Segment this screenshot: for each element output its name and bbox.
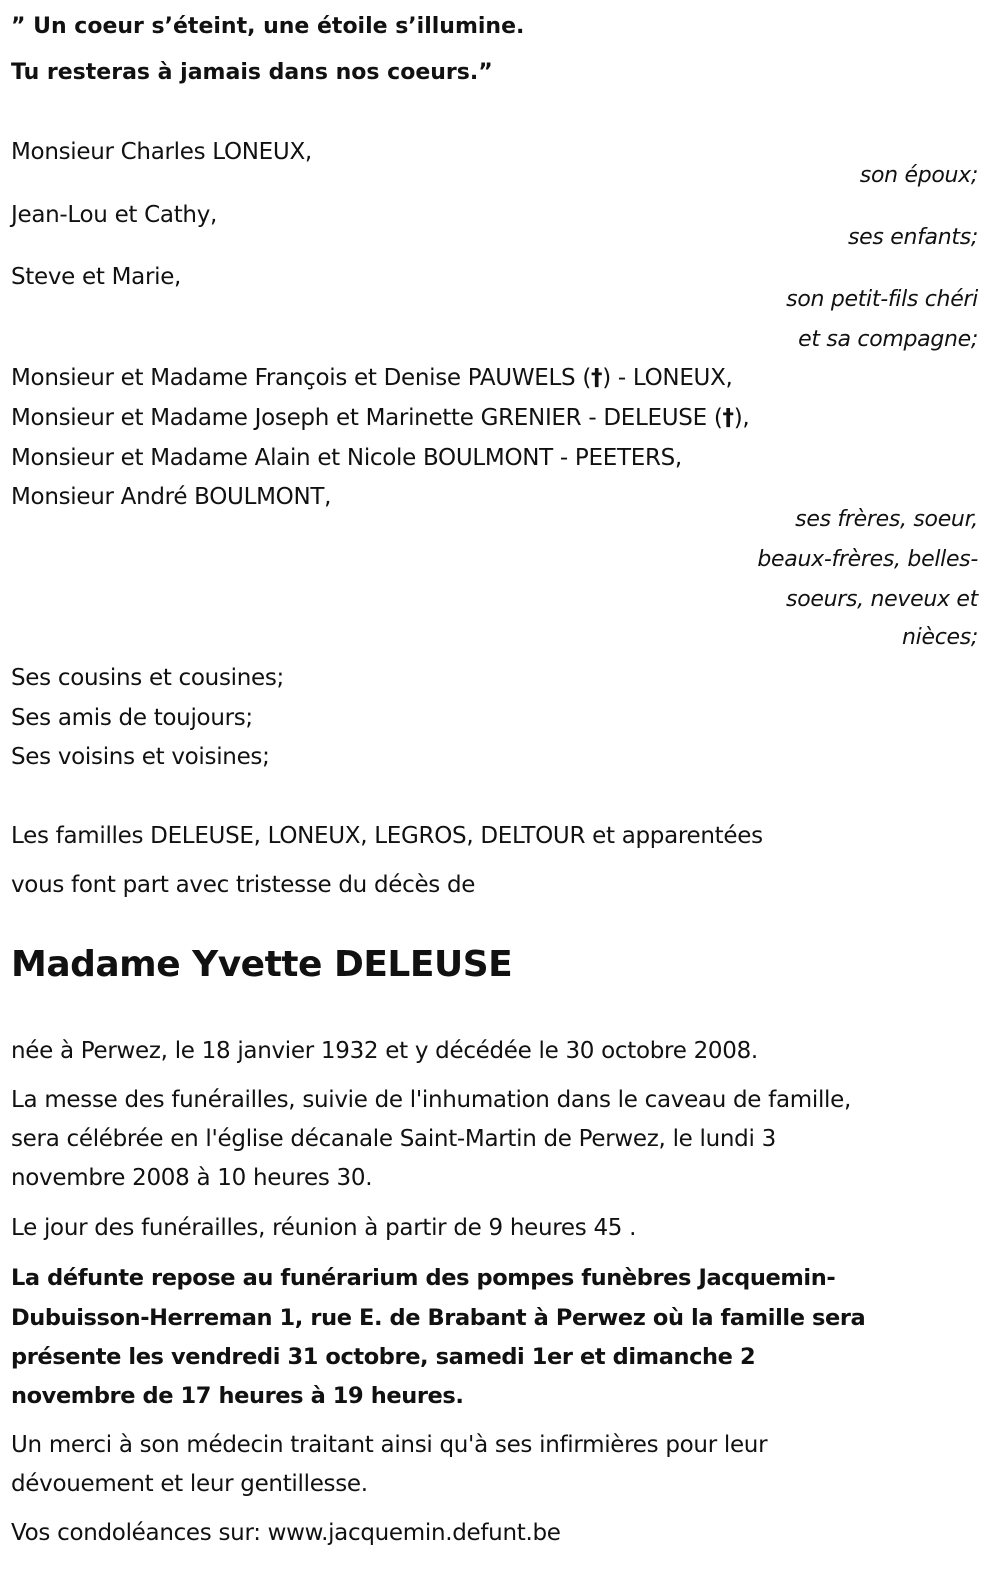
siblings-relation-4: nièces; bbox=[902, 625, 978, 650]
grandchildren-relation-1: son petit-fils chéri bbox=[786, 287, 978, 312]
sibling-text: ) - LONEUX, bbox=[602, 365, 733, 391]
gathering-info: Le jour des funérailles, réunion à partir de 9 heures 45 . bbox=[11, 1215, 637, 1241]
children-names: Jean-Lou et Cathy, bbox=[11, 202, 218, 228]
sibling-text: Monsieur et Madame François et Denise PAUWELS ( bbox=[11, 365, 592, 391]
others-friends: Ses amis de toujours; bbox=[11, 705, 253, 731]
others-neighbours: Ses voisins et voisines; bbox=[11, 744, 270, 770]
siblings-relation-1: ses frères, soeur, bbox=[795, 507, 978, 532]
grandchildren-relation-2: et sa compagne; bbox=[798, 327, 978, 352]
viewing-line-2: Dubuisson-Herreman 1, rue E. de Brabant à Perwez où la famille sera bbox=[11, 1305, 866, 1331]
spouse-relation: son époux; bbox=[859, 163, 978, 188]
sibling-grenier bbox=[11, 403, 749, 433]
grandchildren-names: Steve et Marie, bbox=[11, 264, 182, 290]
cross-icon: † bbox=[722, 405, 734, 431]
sibling-text: Monsieur et Madame Joseph et Marinette GRENIER - DELEUSE ( bbox=[11, 405, 723, 431]
deceased-dates: née à Perwez, le 18 janvier 1932 et y décédée le 30 octobre 2008. bbox=[11, 1038, 758, 1064]
viewing-line-1: La défunte repose au funérarium des pompes funèbres Jacquemin- bbox=[11, 1265, 836, 1291]
sibling-pauwels bbox=[11, 363, 733, 393]
thanks-line-2: dévouement et leur gentillesse. bbox=[11, 1471, 368, 1497]
mass-line-1: La messe des funérailles, suivie de l'inhumation dans le caveau de famille, bbox=[11, 1087, 851, 1113]
children-relation: ses enfants; bbox=[847, 225, 978, 250]
spouse-name: Monsieur Charles LONEUX, bbox=[11, 139, 312, 165]
siblings-relation-2: beaux-frères, belles- bbox=[757, 547, 978, 572]
deceased-name: Madame Yvette DELEUSE bbox=[11, 944, 513, 985]
sibling-text: ), bbox=[733, 405, 750, 431]
viewing-line-3: présente les vendredi 31 octobre, samedi 1er et dimanche 2 bbox=[11, 1344, 756, 1370]
condolences-link[interactable]: Vos condoléances sur: www.jacquemin.defunt.be bbox=[11, 1520, 561, 1546]
cross-icon: † bbox=[591, 365, 603, 391]
siblings-relation-3: soeurs, neveux et bbox=[786, 587, 978, 612]
announcement-line-1: Les familles DELEUSE, LONEUX, LEGROS, DELTOUR et apparentées bbox=[11, 823, 763, 849]
quote-line-1: ˮ Un coeur s’éteint, une étoile s’illumine. bbox=[11, 14, 525, 39]
mass-line-3: novembre 2008 à 10 heures 30. bbox=[11, 1165, 373, 1191]
mass-line-2: sera célébrée en l'église décanale Saint-Martin de Perwez, le lundi 3 bbox=[11, 1126, 776, 1152]
thanks-line-1: Un merci à son médecin traitant ainsi qu'à ses infirmières pour leur bbox=[11, 1432, 768, 1458]
sibling-boulmont-peeters: Monsieur et Madame Alain et Nicole BOULMONT - PEETERS, bbox=[11, 445, 682, 471]
others-cousins: Ses cousins et cousines; bbox=[11, 665, 284, 691]
quote-line-2: Tu resteras à jamais dans nos coeurs.ˮ bbox=[11, 60, 493, 85]
viewing-line-4: novembre de 17 heures à 19 heures. bbox=[11, 1383, 464, 1409]
sibling-andre-boulmont: Monsieur André BOULMONT, bbox=[11, 484, 332, 510]
announcement-line-2: vous font part avec tristesse du décès de bbox=[11, 872, 476, 898]
